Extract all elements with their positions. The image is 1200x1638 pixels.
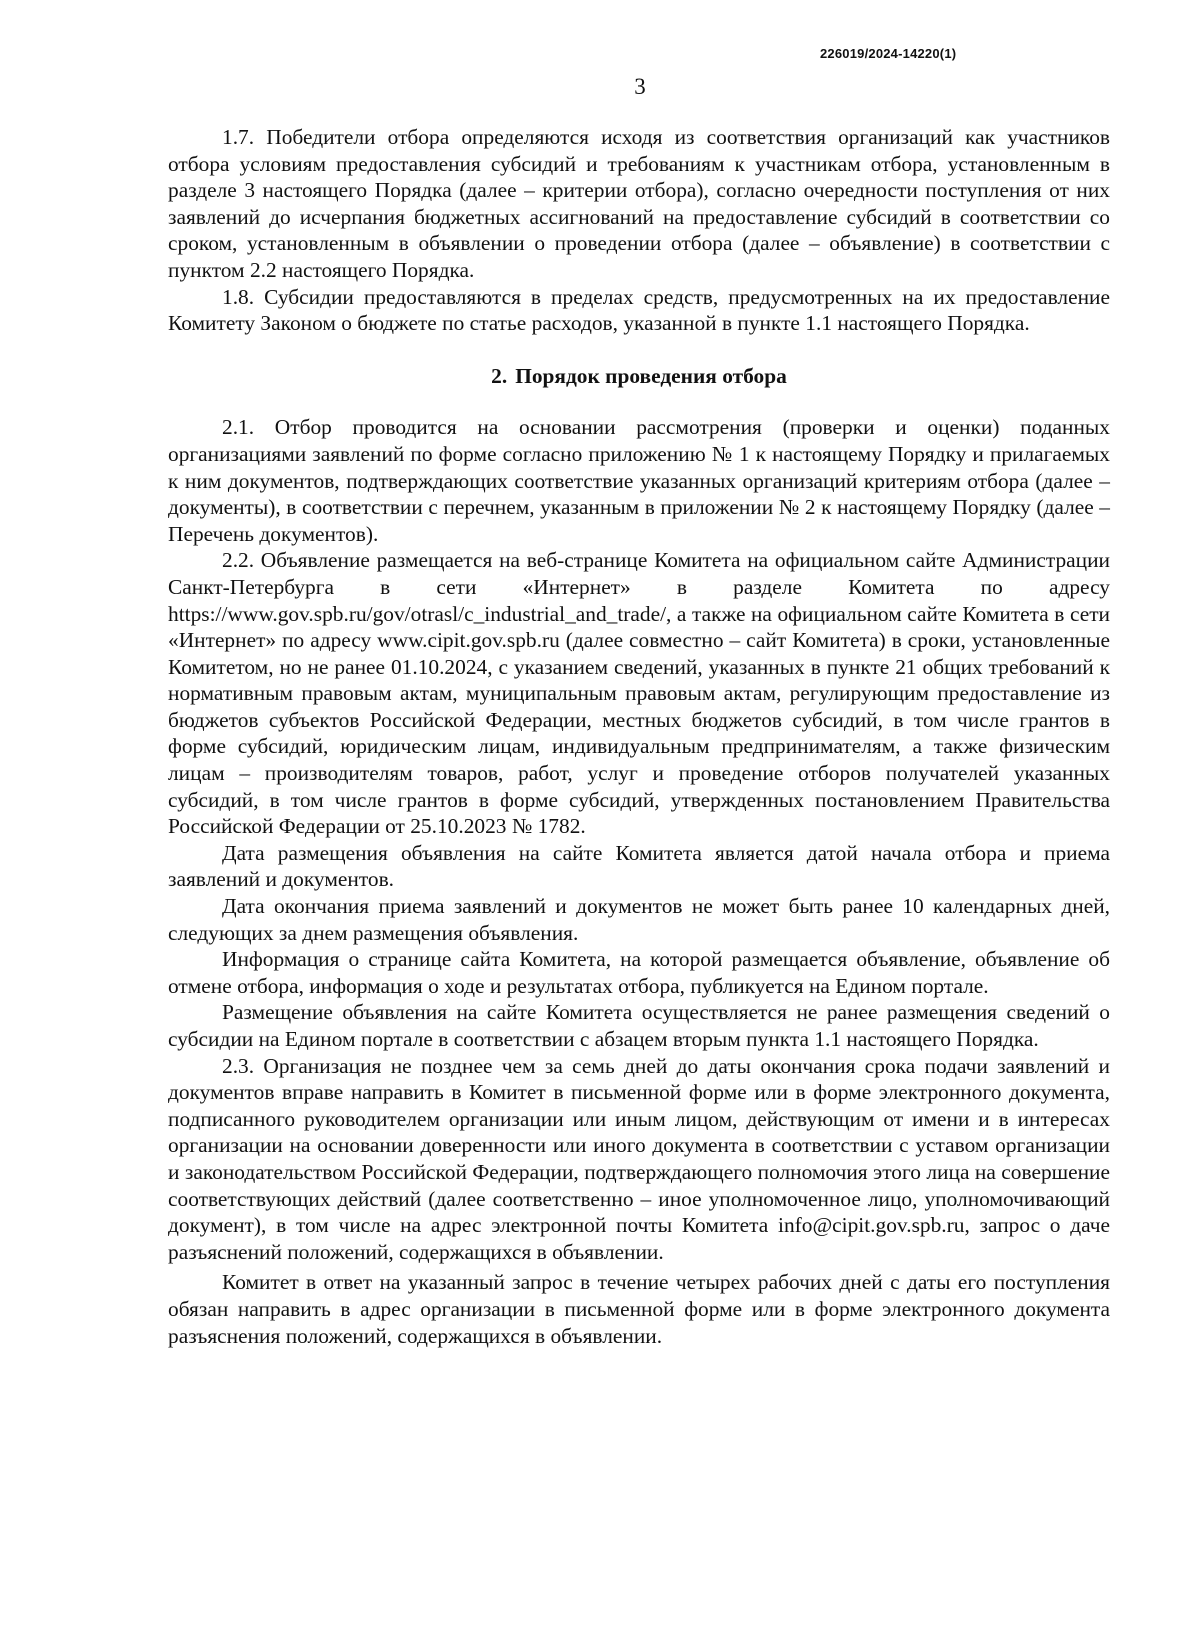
- registration-number: 226019/2024-14220(1): [820, 46, 957, 61]
- paragraph-2-2: 2.2. Объявление размещается на веб-странице Комитета на официальном сайте Администрации Санкт-Петербурга в сети «Интернет» в разделе Комитета по адресу https://www.gov.spb.ru/gov/otrasl/c_industrial_and_trade/, а также на официальном сайте Комитета в сети «Интернет» по адресу www.cipit.gov.spb.ru (далее совместно – сайт Комитета) в сроки, установленные Комитетом, но не ранее 01.10.2024, с указанием сведений, указанных в пункте 21 общих требований к нормативным правовым актам, муниципальным правовым актам, регулирующим предоставление из бюджетов субъектов Российской Федерации, местных бюджетов субсидий, в том числе грантов в форме субсидий, юридическим лицам, индивидуальным предпринимателям, а также физическим лицам – производителям товаров, работ, услуг и проведение отборов получателей указанных субсидий, в том числе грантов в форме субсидий, утвержденных постановлением Правительства Российской Федерации от 25.10.2023 № 1782.: [168, 548, 1110, 839]
- section-title: Порядок проведения отбора: [515, 363, 787, 388]
- paragraph-2-2-portal-info: Информация о странице сайта Комитета, на которой размещается объявление, объявление об отмене отбора, информация о ходе и результатах отбора, публикуется на Едином портале.: [168, 947, 1110, 998]
- document-body: [168, 124, 1110, 1349]
- section-number: 2.: [491, 363, 508, 388]
- paragraph-2-3: 2.3. Организация не позднее чем за семь дней до даты окончания срока подачи заявлений и документов вправе направить в Комитет в письменной форме или в форме электронного документа, подписанного руководителем организации или иным лицом, действующим от имени и в интересах организации на основании доверенности или иного документа в соответствии с уставом организации и законодательством Российской Федерации, подтверждающего полномочия этого лица на совершение соответствующих действий (далее соответственно – иное уполномоченное лицо, уполномочивающий документ), в том числе на адрес электронной почты Комитета info@cipit.gov.spb.ru, запрос о даче разъяснений положений, содержащихся в объявлении.: [168, 1053, 1110, 1264]
- paragraph-2-3-response: Комитет в ответ на указанный запрос в течение четырех рабочих дней с даты его поступления обязан направить в адрес организации в письменной форме или в форме электронного документа разъяснения положений, содержащихся в объявлении.: [168, 1270, 1110, 1348]
- paragraph-2-2-placement: Размещение объявления на сайте Комитета осуществляется не ранее размещения сведений о субсидии на Едином портале в соответствии с абзацем вторым пункта 1.1 настоящего Порядка.: [168, 1000, 1110, 1051]
- section-heading: [168, 363, 1110, 390]
- paragraph-1-7: 1.7. Победители отбора определяются исходя из соответствия организаций как участников отбора условиям предоставления субсидий и требованиям к участникам отбора, установленным в разделе 3 настоящего Порядка (далее – критерии отбора), согласно очередности поступления от них заявлений до исчерпания бюджетных ассигнований на предоставление субсидий в соответствии со сроком, установленным в объявлении о проведении отбора (далее – объявление) в соответствии с пунктом 2.2 настоящего Порядка.: [168, 125, 1110, 282]
- paragraph-2-2-end-date: Дата окончания приема заявлений и документов не может быть ранее 10 календарных дней, следующих за днем размещения объявления.: [168, 894, 1110, 945]
- page-number: 3: [634, 74, 646, 99]
- paragraph-1-8: 1.8. Субсидии предоставляются в пределах средств, предусмотренных на их предоставление Комитету Законом о бюджете по статье расходов, указанной в пункте 1.1 настоящего Порядка.: [168, 284, 1110, 336]
- paragraph-2-1: 2.1. Отбор проводится на основании рассмотрения (проверки и оценки) поданных организациями заявлений по форме согласно приложению № 1 к настоящему Порядку и прилагаемых к ним документов, подтверждающих соответствие указанных организаций критериям отбора (далее – документы), в соответствии с перечнем, указанным в приложении № 2 к настоящему Порядку (далее – Перечень документов).: [168, 415, 1110, 546]
- paragraph-2-2-start-date: Дата размещения объявления на сайте Комитета является датой начала отбора и приема заявлений и документов.: [168, 840, 1110, 892]
